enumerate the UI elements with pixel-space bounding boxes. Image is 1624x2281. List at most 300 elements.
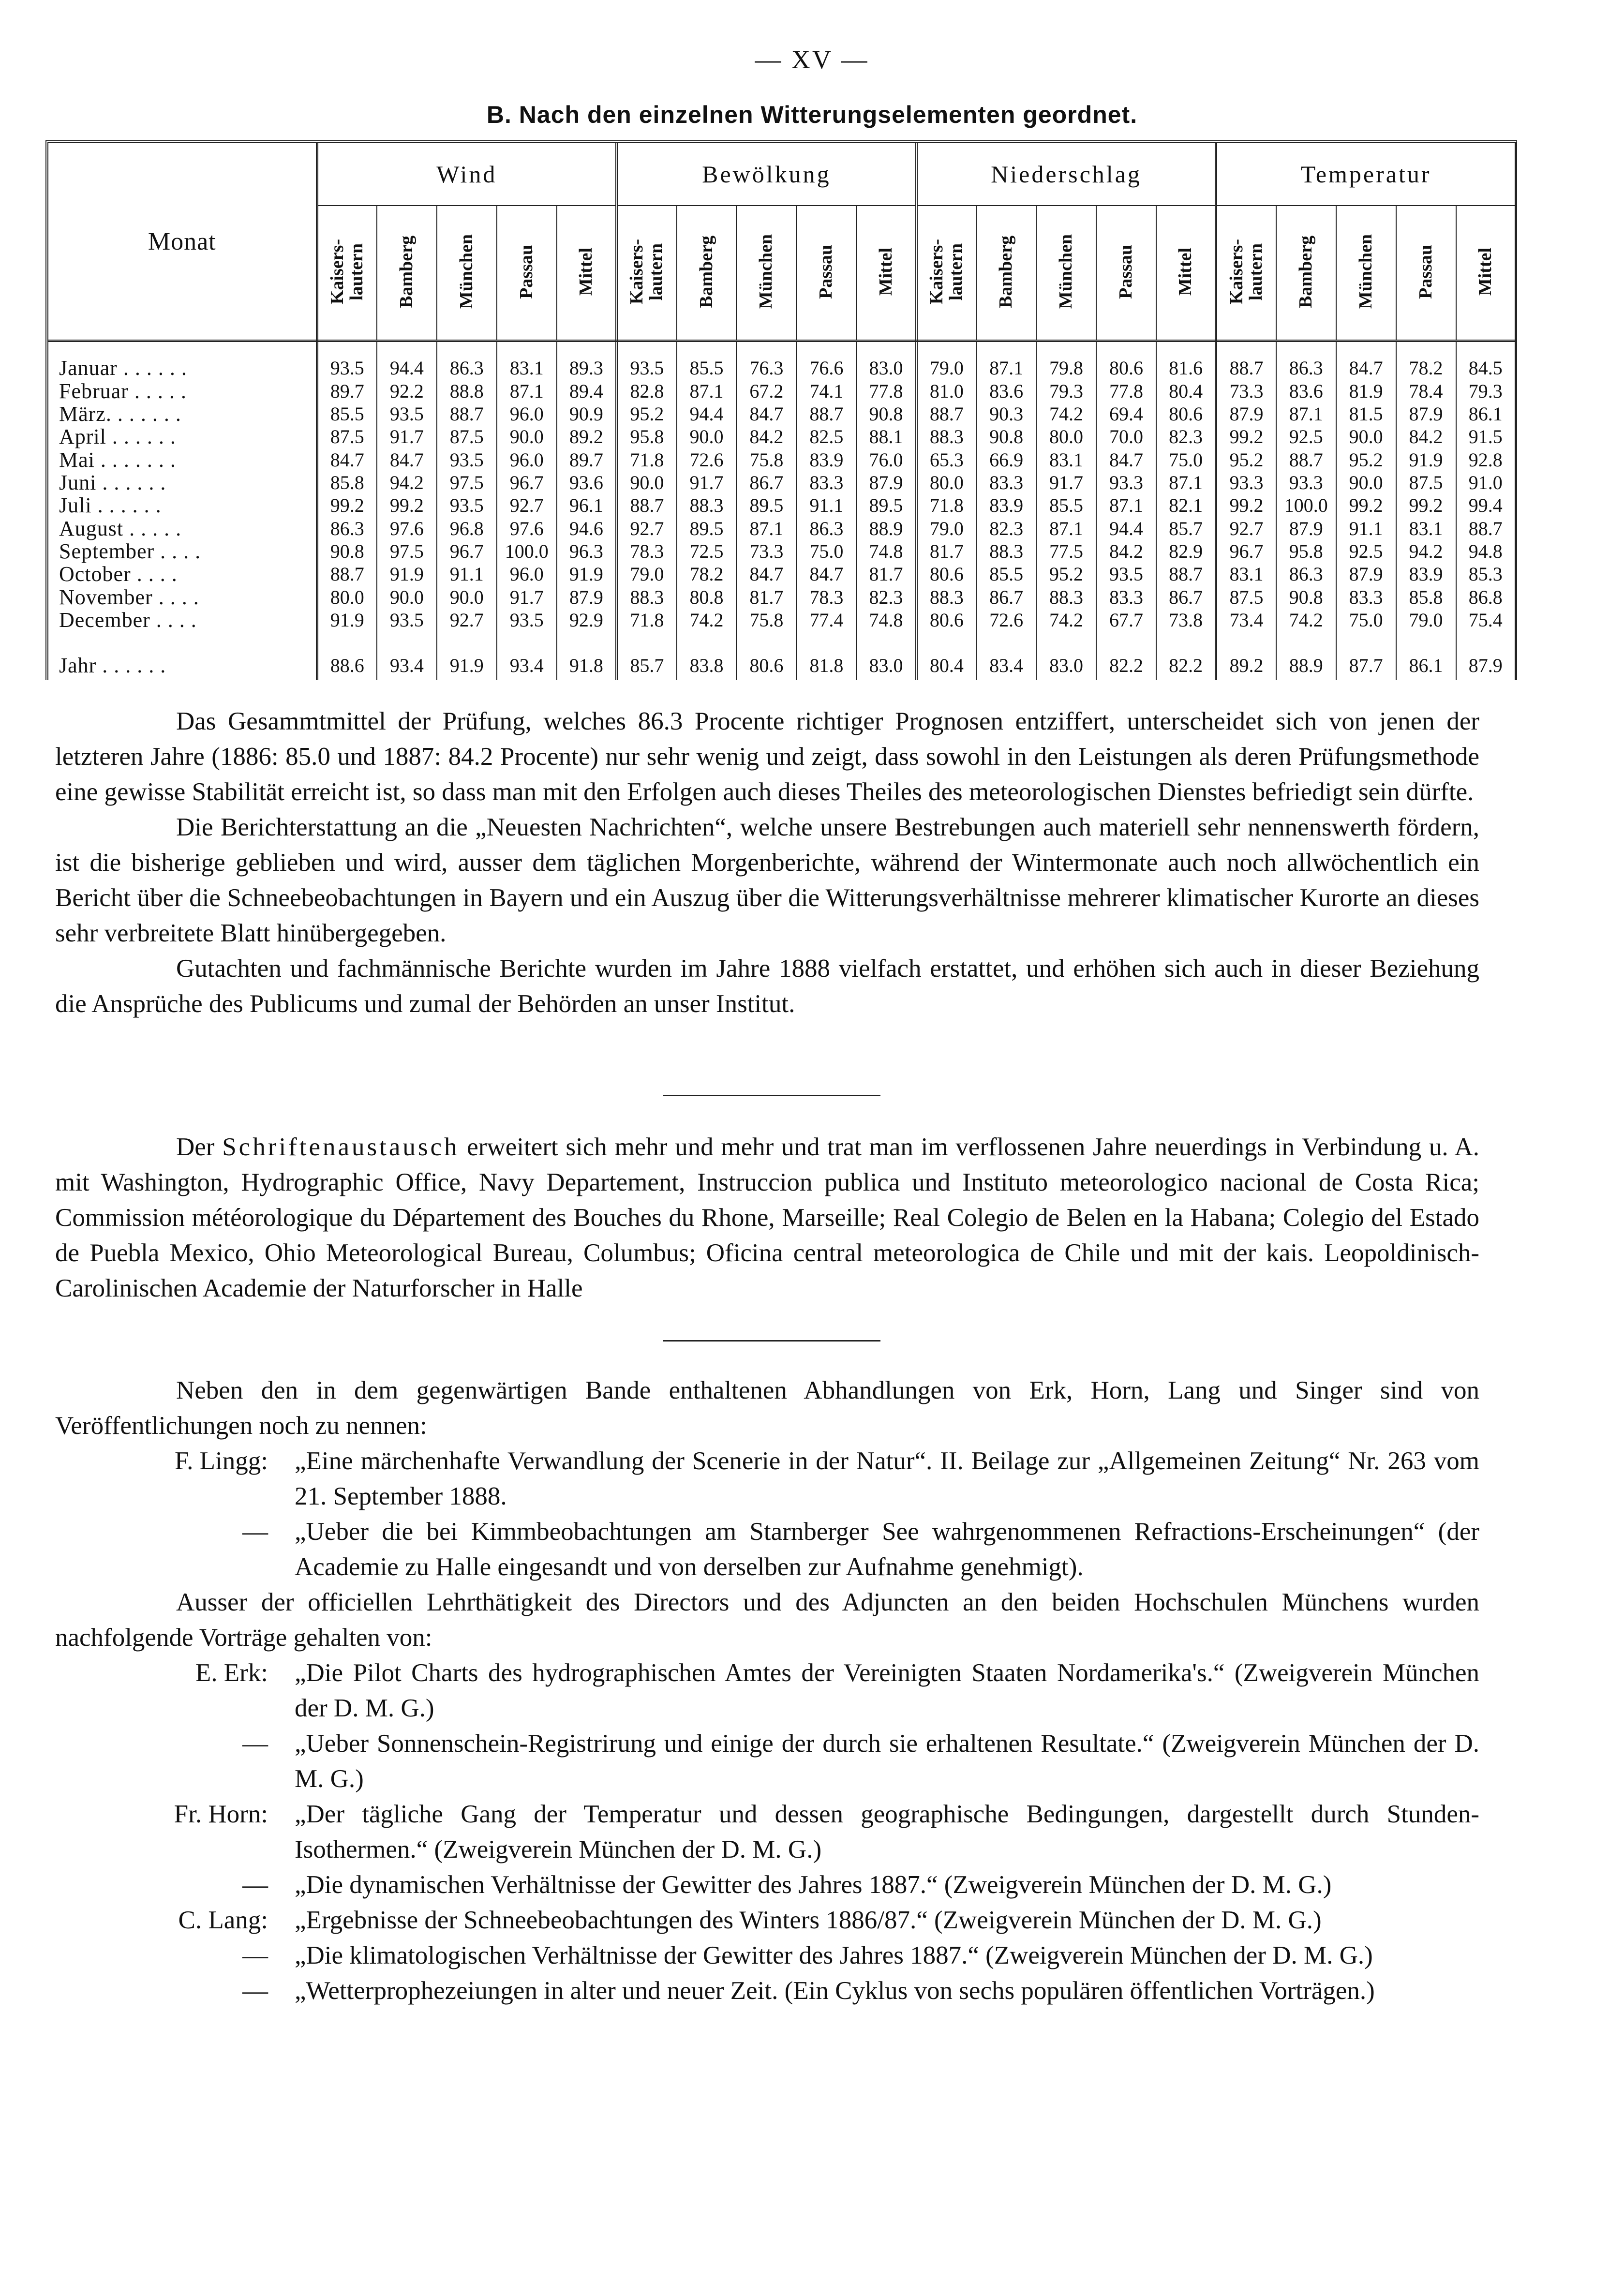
forecast-table (48, 143, 1517, 680)
value-cell: 89.5 (736, 494, 796, 517)
value-cell: 82.9 (1156, 540, 1216, 563)
value-cell: 87.9 (1276, 517, 1336, 540)
value-cell: 89.7 (317, 380, 377, 403)
value-cell: 91.8 (557, 640, 617, 680)
value-cell: 84.7 (1336, 341, 1396, 380)
value-cell: 96.7 (1216, 540, 1276, 563)
station-header (796, 206, 856, 341)
value-cell: 88.7 (1156, 563, 1216, 585)
month-cell: September . . . . (48, 540, 317, 563)
value-cell: 90.0 (677, 425, 737, 448)
value-cell: 90.9 (557, 403, 617, 425)
month-cell: Juni . . . . . . (48, 471, 317, 494)
value-cell: 83.1 (1396, 517, 1456, 540)
value-cell: 80.6 (1096, 341, 1156, 380)
value-cell: 79.0 (916, 341, 976, 380)
table-row (48, 640, 1516, 680)
value-cell: 75.8 (736, 448, 796, 471)
value-cell: 91.9 (557, 563, 617, 585)
value-cell: 76.6 (796, 341, 856, 380)
value-cell: 82.8 (617, 380, 677, 403)
value-cell: 79.3 (1456, 380, 1516, 403)
station-label: Kaisers- lautern (626, 239, 667, 305)
value-cell: 73.3 (736, 540, 796, 563)
value-cell: 91.1 (437, 563, 497, 585)
value-cell: 83.3 (796, 471, 856, 494)
value-cell: 78.4 (1396, 380, 1456, 403)
entry-title: „Ueber Sonnenschein-Registrirung und einige der durch sie erhaltenen Resultate.“ (Zweigverein München der D. M. G.) (295, 1729, 1479, 1793)
lecture-entry (55, 1726, 1479, 1797)
lecture-entry (55, 1655, 1479, 1726)
value-cell: 96.3 (557, 540, 617, 563)
month-cell: Jahr . . . . . . (48, 640, 317, 680)
value-cell: 92.9 (557, 609, 617, 640)
value-cell: 93.5 (437, 494, 497, 517)
paragraph-gutachten: Gutachten und fachmännische Berichte wurden im Jahre 1888 vielfach erstattet, und erhöhen sich auch in dieser Beziehung die Ansprüche des Publicums und zumal der Behörden an unser Institut. (55, 954, 1479, 1018)
value-cell: 100.0 (497, 540, 557, 563)
value-cell: 70.0 (1096, 425, 1156, 448)
value-cell: 93.5 (1096, 563, 1156, 585)
value-cell: 85.7 (617, 640, 677, 680)
value-cell: 83.0 (1036, 640, 1096, 680)
value-cell: 94.6 (557, 517, 617, 540)
station-header (437, 206, 497, 341)
table-row (48, 540, 1516, 563)
value-cell: 92.7 (617, 517, 677, 540)
value-cell: 99.2 (1216, 494, 1276, 517)
station-label: München (756, 234, 776, 309)
value-cell: 83.0 (856, 341, 916, 380)
value-cell: 96.1 (557, 494, 617, 517)
value-cell: 99.2 (1396, 494, 1456, 517)
paragraph-publications-intro: Neben den in dem gegenwärtigen Bande enthaltenen Abhandlungen von Erk, Horn, Lang und Singer sind von Veröffentlichungen noch zu nennen: (55, 1376, 1479, 1440)
month-cell: August . . . . . (48, 517, 317, 540)
spaced-term: Schriftenaustausch (222, 1133, 460, 1161)
value-cell: 88.3 (617, 586, 677, 609)
station-label: Passau (516, 244, 536, 299)
value-cell: 90.8 (976, 425, 1036, 448)
value-cell: 85.5 (677, 341, 737, 380)
value-cell: 89.5 (856, 494, 916, 517)
value-cell: 96.0 (497, 563, 557, 585)
value-cell: 75.0 (1336, 609, 1396, 640)
value-cell: 83.9 (796, 448, 856, 471)
value-cell: 80.0 (317, 586, 377, 609)
table-row (48, 341, 1516, 380)
table-title: B. Nach den einzelnen Witterungselementen geordnet. (486, 101, 1138, 128)
value-cell: 89.2 (557, 425, 617, 448)
value-cell: 88.3 (677, 494, 737, 517)
table-row (48, 586, 1516, 609)
station-label: Mittel (1175, 247, 1196, 296)
value-cell: 100.0 (1276, 494, 1336, 517)
entry-title: „Der tägliche Gang der Temperatur und dessen geographische Bedingungen, dargestellt durch Stunden-Isothermen.“ (Zweigverein München der D. M. G.) (295, 1800, 1479, 1864)
value-cell: 84.7 (377, 448, 437, 471)
value-cell: 88.3 (976, 540, 1036, 563)
value-cell: 87.1 (497, 380, 557, 403)
value-cell: 94.2 (377, 471, 437, 494)
value-cell: 88.7 (617, 494, 677, 517)
value-cell: 82.1 (1156, 494, 1216, 517)
value-cell: 86.1 (1396, 640, 1456, 680)
value-cell: 88.8 (437, 380, 497, 403)
value-cell: 87.5 (437, 425, 497, 448)
value-cell: 87.5 (1216, 586, 1276, 609)
value-cell: 78.3 (796, 586, 856, 609)
table-row (48, 403, 1516, 425)
value-cell: 97.5 (377, 540, 437, 563)
value-cell: 82.2 (1156, 640, 1216, 680)
value-cell: 89.5 (677, 517, 737, 540)
value-cell: 93.5 (377, 609, 437, 640)
month-cell: Juli . . . . . . (48, 494, 317, 517)
value-cell: 91.1 (1336, 517, 1396, 540)
value-cell: 84.7 (736, 403, 796, 425)
value-cell: 71.8 (617, 448, 677, 471)
value-cell: 92.2 (377, 380, 437, 403)
table-row (48, 609, 1516, 640)
value-cell: 83.1 (1216, 563, 1276, 585)
value-cell: 67.2 (736, 380, 796, 403)
value-cell: 73.8 (1156, 609, 1216, 640)
station-label: Mittel (1475, 247, 1495, 296)
value-cell: 86.1 (1456, 403, 1516, 425)
value-cell: 79.0 (916, 517, 976, 540)
value-cell: 93.5 (497, 609, 557, 640)
station-header (1456, 206, 1516, 341)
value-cell: 79.0 (1396, 609, 1456, 640)
value-cell: 74.2 (677, 609, 737, 640)
value-cell: 88.7 (1456, 517, 1516, 540)
station-header (677, 206, 737, 341)
table-row (48, 425, 1516, 448)
value-cell: 93.3 (1096, 471, 1156, 494)
value-cell: 75.0 (796, 540, 856, 563)
station-header (1096, 206, 1156, 341)
value-cell: 87.1 (677, 380, 737, 403)
value-cell: 80.6 (1156, 403, 1216, 425)
value-cell: 67.7 (1096, 609, 1156, 640)
value-cell: 88.7 (317, 563, 377, 585)
station-header (856, 206, 916, 341)
section-divider (663, 1095, 880, 1096)
value-cell: 82.3 (976, 517, 1036, 540)
publication-entry (55, 1514, 1479, 1585)
value-cell: 85.5 (317, 403, 377, 425)
value-cell: 80.0 (916, 471, 976, 494)
value-cell: 87.9 (1216, 403, 1276, 425)
value-cell: 94.4 (677, 403, 737, 425)
value-cell: 76.3 (736, 341, 796, 380)
value-cell: 83.9 (1396, 563, 1456, 585)
station-label: Passau (1116, 244, 1136, 299)
value-cell: 84.7 (317, 448, 377, 471)
value-cell: 79.0 (617, 563, 677, 585)
value-cell: 92.8 (1456, 448, 1516, 471)
value-cell: 95.8 (1276, 540, 1336, 563)
value-cell: 99.2 (317, 494, 377, 517)
station-header (1036, 206, 1096, 341)
value-cell: 87.1 (736, 517, 796, 540)
body-text-block-2 (55, 1130, 1479, 1306)
month-cell: Mai . . . . . . . (48, 448, 317, 471)
value-cell: 86.7 (736, 471, 796, 494)
value-cell: 90.8 (856, 403, 916, 425)
entry-title: „Eine märchenhafte Verwandlung der Scenerie in der Natur“. II. Beilage zur „Allgemeinen Zeitung“ Nr. 263 vom 21. September 1888. (295, 1447, 1479, 1510)
value-cell: 75.4 (1456, 609, 1516, 640)
value-cell: 93.6 (557, 471, 617, 494)
table-row (48, 517, 1516, 540)
value-cell: 74.2 (1276, 609, 1336, 640)
value-cell: 87.9 (1336, 563, 1396, 585)
value-cell: 90.0 (377, 586, 437, 609)
value-cell: 95.2 (1216, 448, 1276, 471)
value-cell: 86.8 (1456, 586, 1516, 609)
value-cell: 99.4 (1456, 494, 1516, 517)
value-cell: 87.1 (1156, 471, 1216, 494)
value-cell: 83.3 (1336, 586, 1396, 609)
month-cell: April . . . . . . (48, 425, 317, 448)
value-cell: 66.9 (976, 448, 1036, 471)
value-cell: 84.5 (1456, 341, 1516, 380)
value-cell: 86.3 (317, 517, 377, 540)
value-cell: 71.8 (916, 494, 976, 517)
lecture-entry (55, 1903, 1479, 1938)
value-cell: 85.7 (1156, 517, 1216, 540)
value-cell: 90.0 (497, 425, 557, 448)
station-label: Mittel (575, 247, 596, 296)
value-cell: 87.9 (1396, 403, 1456, 425)
lecture-entry (55, 1938, 1479, 1973)
table-row (48, 563, 1516, 585)
table-row (48, 448, 1516, 471)
value-cell: 87.9 (557, 586, 617, 609)
value-cell: 83.0 (856, 640, 916, 680)
station-label: Passau (1415, 244, 1436, 299)
value-cell: 80.4 (1156, 380, 1216, 403)
value-cell: 85.3 (1456, 563, 1516, 585)
value-cell: 89.4 (557, 380, 617, 403)
value-cell: 90.8 (317, 540, 377, 563)
station-label: Bamberg (696, 235, 716, 308)
value-cell: 87.1 (1036, 517, 1096, 540)
value-cell: 65.3 (916, 448, 976, 471)
paragraph-gesammtmittel: Das Gesammtmittel der Prüfung, welches 86.3 Procente richtiger Prognosen entziffert, unterscheidet sich von jenen der letzteren Jahre (1886: 85.0 und 1887: 84.2 Procente) nur sehr wenig und zeigt, dass sowohl in den Leistungen als deren Prüfungsmethode eine gewisse Stabilität erreicht ist, so dass man mit den Erfolgen auch dieses Theiles des meteorologischen Dienstes befriedigt sein dürfte. (55, 707, 1479, 806)
value-cell: 81.5 (1336, 403, 1396, 425)
publication-entry (55, 1444, 1479, 1514)
value-cell: 74.8 (856, 609, 916, 640)
publications-list (55, 1444, 1479, 1585)
value-cell: 69.4 (1096, 403, 1156, 425)
value-cell: 87.1 (1096, 494, 1156, 517)
value-cell: 87.5 (317, 425, 377, 448)
value-cell: 87.9 (1456, 640, 1516, 680)
entry-title: „Wetterprophezeiungen in alter und neuer Zeit. (Ein Cyklus von sechs populären öffentlichen Vorträgen.) (295, 1977, 1375, 2005)
value-cell: 82.3 (856, 586, 916, 609)
body-text-block-3 (55, 1373, 1479, 2009)
value-cell: 87.5 (1396, 471, 1456, 494)
value-cell: 81.6 (1156, 341, 1216, 380)
value-cell: 86.7 (1156, 586, 1216, 609)
value-cell: 72.5 (677, 540, 737, 563)
station-label: München (1056, 234, 1076, 309)
entry-title: „Ueber die bei Kimmbeobachtungen am Starnberger See wahrgenommenen Refractions-Erscheinungen“ (der Academie zu Halle eingesandt und von derselben zur Aufnahme genehmigt). (295, 1518, 1479, 1581)
entry-author: — (242, 1729, 268, 1758)
value-cell: 88.7 (916, 403, 976, 425)
value-cell: 91.1 (796, 494, 856, 517)
value-cell: 91.9 (437, 640, 497, 680)
entry-author: C. Lang: (178, 1906, 268, 1934)
station-header (317, 206, 377, 341)
station-label: Kaisers- lautern (1226, 239, 1266, 305)
month-cell: März. . . . . . . (48, 403, 317, 425)
value-cell: 94.8 (1456, 540, 1516, 563)
value-cell: 84.7 (1096, 448, 1156, 471)
group-header-temperatur: Temperatur (1216, 143, 1516, 206)
value-cell: 81.7 (856, 563, 916, 585)
value-cell: 85.5 (1036, 494, 1096, 517)
value-cell: 88.9 (856, 517, 916, 540)
value-cell: 91.9 (377, 563, 437, 585)
value-cell: 77.8 (1096, 380, 1156, 403)
value-cell: 92.5 (1276, 425, 1336, 448)
station-header (1216, 206, 1276, 341)
value-cell: 81.8 (796, 640, 856, 680)
value-cell: 78.2 (1396, 341, 1456, 380)
value-cell: 77.4 (796, 609, 856, 640)
value-cell: 91.9 (1396, 448, 1456, 471)
value-cell: 85.8 (317, 471, 377, 494)
value-cell: 72.6 (976, 609, 1036, 640)
value-cell: 77.5 (1036, 540, 1096, 563)
value-cell: 85.5 (976, 563, 1036, 585)
group-header-wind: Wind (317, 143, 617, 206)
table-row (48, 471, 1516, 494)
month-column-header: Monat (48, 143, 317, 341)
station-header (916, 206, 976, 341)
station-label: Kaisers- lautern (926, 239, 966, 305)
value-cell: 87.1 (1276, 403, 1336, 425)
value-cell: 80.6 (916, 563, 976, 585)
value-cell: 72.6 (677, 448, 737, 471)
table-row (48, 380, 1516, 403)
value-cell: 94.4 (377, 341, 437, 380)
value-cell: 87.1 (976, 341, 1036, 380)
value-cell: 74.2 (1036, 609, 1096, 640)
month-cell: Januar . . . . . . (48, 341, 317, 380)
value-cell: 93.5 (317, 341, 377, 380)
value-cell: 79.8 (1036, 341, 1096, 380)
value-cell: 93.4 (377, 640, 437, 680)
value-cell: 90.0 (1336, 471, 1396, 494)
value-cell: 75.8 (736, 609, 796, 640)
value-cell: 91.9 (317, 609, 377, 640)
value-cell: 94.2 (1396, 540, 1456, 563)
paragraph-schriftenaustausch: Der Schriftenaustausch erweitert sich mehr und mehr und trat man im verflossenen Jahre neuerdings in Verbindung u. A. mit Washington, Hydrographic Office, Navy Departement, Instruccion publica und Instituto meteorologico nacional de Costa Rica; Commission météorologique du Département des Bouches du Rhone, Marseille; Real Colegio de Belen en la Habana; Colegio del Estado de Puebla Mexico, Ohio Meteorological Bureau, Columbus; Oficina central meteorologica de Chile und mit der kais. Leopoldinisch-Carolinischen Academie der Naturforscher in Halle (55, 1133, 1479, 1302)
entry-author: — (242, 1977, 268, 2005)
section-divider (663, 1340, 880, 1342)
value-cell: 76.0 (856, 448, 916, 471)
value-cell: 91.5 (1456, 425, 1516, 448)
value-cell: 73.4 (1216, 609, 1276, 640)
value-cell: 91.7 (377, 425, 437, 448)
value-cell: 86.3 (1276, 563, 1336, 585)
value-cell: 97.6 (497, 517, 557, 540)
station-label: Mittel (875, 247, 896, 296)
value-cell: 89.3 (557, 341, 617, 380)
lecture-entry (55, 1797, 1479, 1867)
value-cell: 79.3 (1036, 380, 1096, 403)
value-cell: 97.6 (377, 517, 437, 540)
value-cell: 78.3 (617, 540, 677, 563)
value-cell: 88.3 (916, 586, 976, 609)
value-cell: 88.9 (1276, 640, 1336, 680)
station-header (617, 206, 677, 341)
value-cell: 82.2 (1096, 640, 1156, 680)
value-cell: 93.4 (497, 640, 557, 680)
month-cell: December . . . . (48, 609, 317, 640)
value-cell: 74.8 (856, 540, 916, 563)
value-cell: 88.1 (856, 425, 916, 448)
value-cell: 83.4 (976, 640, 1036, 680)
month-cell: November . . . . (48, 586, 317, 609)
value-cell: 84.2 (1396, 425, 1456, 448)
value-cell: 92.7 (1216, 517, 1276, 540)
value-cell: 83.1 (497, 341, 557, 380)
value-cell: 93.5 (377, 403, 437, 425)
value-cell: 88.7 (437, 403, 497, 425)
value-cell: 99.2 (1216, 425, 1276, 448)
station-header (1396, 206, 1456, 341)
value-cell: 83.6 (976, 380, 1036, 403)
value-cell: 90.8 (1276, 586, 1336, 609)
lecture-entry (55, 1867, 1479, 1903)
value-cell: 93.5 (617, 341, 677, 380)
group-header-niederschlag: Niederschlag (916, 143, 1216, 206)
value-cell: 85.8 (1396, 586, 1456, 609)
lectures-list (55, 1655, 1479, 2009)
value-cell: 88.7 (1276, 448, 1336, 471)
paragraph-lectures-intro: Ausser der officiellen Lehrthätigkeit des Directors und des Adjuncten an den beiden Hochschulen Münchens wurden nachfolgende Vorträge gehalten von: (55, 1588, 1479, 1652)
value-cell: 83.3 (976, 471, 1036, 494)
entry-author: — (242, 1941, 268, 1969)
value-cell: 81.0 (916, 380, 976, 403)
month-cell: Februar . . . . . (48, 380, 317, 403)
value-cell: 90.0 (437, 586, 497, 609)
station-label: Bamberg (396, 235, 417, 308)
station-label: Bamberg (1295, 235, 1316, 308)
value-cell: 91.7 (677, 471, 737, 494)
value-cell: 96.7 (437, 540, 497, 563)
value-cell: 86.3 (1276, 341, 1336, 380)
value-cell: 83.3 (1096, 586, 1156, 609)
value-cell: 88.6 (317, 640, 377, 680)
station-header (1156, 206, 1216, 341)
value-cell: 89.2 (1216, 640, 1276, 680)
value-cell: 96.0 (497, 403, 557, 425)
value-cell: 97.5 (437, 471, 497, 494)
station-label: München (1355, 234, 1376, 309)
entry-author: E. Erk: (195, 1659, 268, 1687)
value-cell: 90.3 (976, 403, 1036, 425)
value-cell: 73.3 (1216, 380, 1276, 403)
entry-title: „Ergebnisse der Schneebeobachtungen des Winters 1886/87.“ (Zweigverein München der D. M. G.) (295, 1906, 1322, 1934)
value-cell: 90.0 (1336, 425, 1396, 448)
group-header-bewölkung: Bewölkung (617, 143, 917, 206)
value-cell: 88.7 (1216, 341, 1276, 380)
value-cell: 81.7 (916, 540, 976, 563)
value-cell: 74.1 (796, 380, 856, 403)
